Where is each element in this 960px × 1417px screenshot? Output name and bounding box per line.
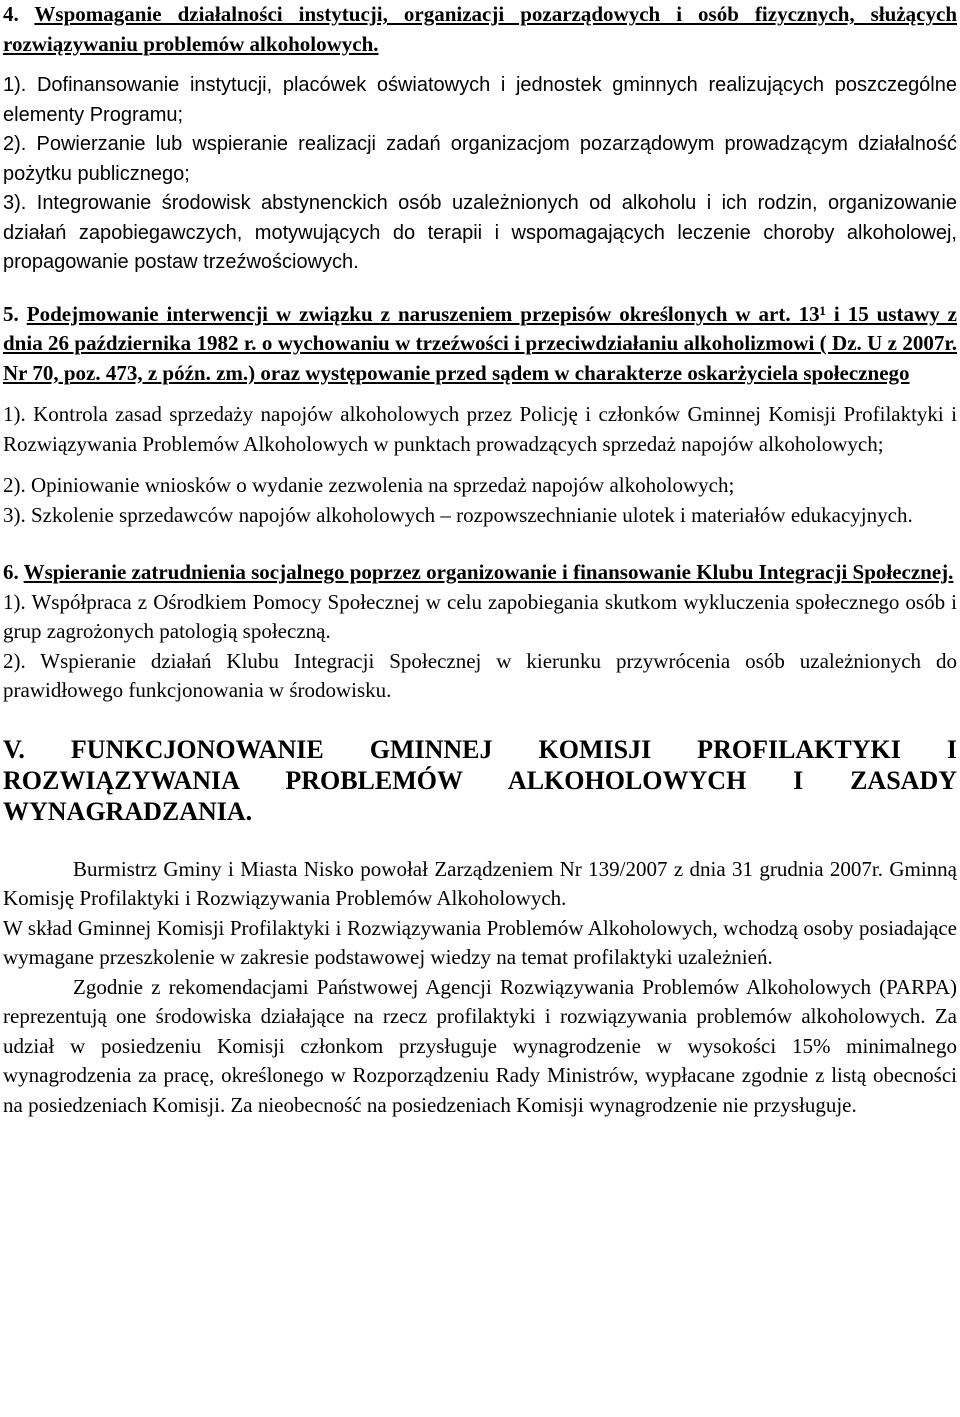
section-4-heading bbox=[3, 0, 957, 59]
section-6-title: Wspieranie zatrudnienia socjalnego poprzez organizowanie i finansowanie Klubu Integracji Społecznej. bbox=[23, 560, 954, 584]
section-5-item-3: 3). Szkolenie sprzedawców napojów alkoholowych – rozpowszechnianie ulotek i materiałów edukacyjnych. bbox=[3, 502, 913, 527]
section-5-title: Podejmowanie interwencji w związku z naruszeniem przepisów określonych w art. 13¹ i 15 ustawy z dnia 26 października 1982 r. o wychowaniu w trzeźwości i przeciwdziałaniu alkoholizmowi ( Dz. U z 2007r. Nr 70, poz. 473, z późn. zm.) oraz występowanie przed sądem w charakterze oskarżyciela społecznego bbox=[3, 301, 957, 385]
section-6-heading bbox=[3, 558, 957, 588]
chapter-v-paragraph-3: Zgodnie z rekomendacjami Państwowej Agencji Rozwiązywania Problemów Alkoholowych (PARPA) reprezentują one środowiska działające na rzecz profilaktyki i rozwiązywania problemów alkoholowych. Za udział w posiedzeniu Komisji członkom przysługuje wynagrodzenie w wysokości 15% minimalnego wynagrodzenia za pracę, określonego w Rozporządzeniu Rady Ministrów, wypłacane zgodnie z listą obecności na posiedzeniach Komisji. Za nieobecność na posiedzeniach Komisji wynagrodzenie nie przysługuje. bbox=[3, 974, 957, 1117]
section-4-item-2: 2). Powierzanie lub wspieranie realizacji zadań organizacjom pozarządowym prowadzącym działalność pożytku publicznego; bbox=[3, 133, 957, 185]
section-5-heading bbox=[3, 300, 957, 389]
section-6-number: 6. bbox=[3, 560, 19, 584]
section-5-number: 5. bbox=[3, 301, 19, 326]
section-6-item-1: 1). Współpraca z Ośrodkiem Pomocy Społecznej w celu zapobiegania skutkom wykluczenia społecznego osób i grup zagrożonych patologią społeczną. bbox=[3, 589, 957, 643]
chapter-v-paragraph-2: W skład Gminnej Komisji Profilaktyki i Rozwiązywania Problemów Alkoholowych, wchodzą osoby posiadające wymagane przeszkolenie w zakresie podstawowej wiedzy na temat profilaktyki uzależnień. bbox=[3, 915, 957, 969]
section-4-number: 4. bbox=[3, 2, 19, 26]
chapter-v-title: V. FUNKCJONOWANIE GMINNEJ KOMISJI PROFILAKTYKI I ROZWIĄZYWANIA PROBLEMÓW ALKOHOLOWYCH I ZASADY WYNAGRADZANIA. bbox=[3, 734, 957, 826]
section-5-item-2: 2). Opiniowanie wniosków o wydanie zezwolenia na sprzedaż napojów alkoholowych; bbox=[3, 473, 735, 497]
chapter-v-paragraph-1: Burmistrz Gminy i Miasta Nisko powołał Zarządzeniem Nr 139/2007 z dnia 31 grudnia 2007r. Gminną Komisję Profilaktyki i Rozwiązywania Problemów Alkoholowych. bbox=[3, 856, 957, 910]
section-5-item-1: 1). Kontrola zasad sprzedaży napojów alkoholowych przez Policję i członków Gminnej Komisji Profilaktyki i Rozwiązywania Problemów Alkoholowych w punktach prowadzących sprzedaż napojów alkoholowych; bbox=[3, 402, 957, 456]
section-4-item-1: 1). Dofinansowanie instytucji, placówek oświatowych i jednostek gminnych realizujących poszczególne elementy Programu; bbox=[3, 74, 957, 126]
section-4-item-3: 3). Integrowanie środowisk abstynenckich osób uzależnionych od alkoholu i ich rodzin, organizowanie działań zapobiegawczych, motywujących do terapii i wspomagających leczenie choroby alkoholowej, propagowanie postaw trzeźwościowych. bbox=[3, 192, 957, 273]
section-6-item-2: 2). Wspieranie działań Klubu Integracji Społecznej w kierunku przywrócenia osób uzależnionych do prawidłowego funkcjonowania w środowisku. bbox=[3, 648, 957, 702]
section-4-title: Wspomaganie działalności instytucji, organizacji pozarządowych i osób fizycznych, służących rozwiązywaniu problemów alkoholowych. bbox=[3, 2, 957, 56]
